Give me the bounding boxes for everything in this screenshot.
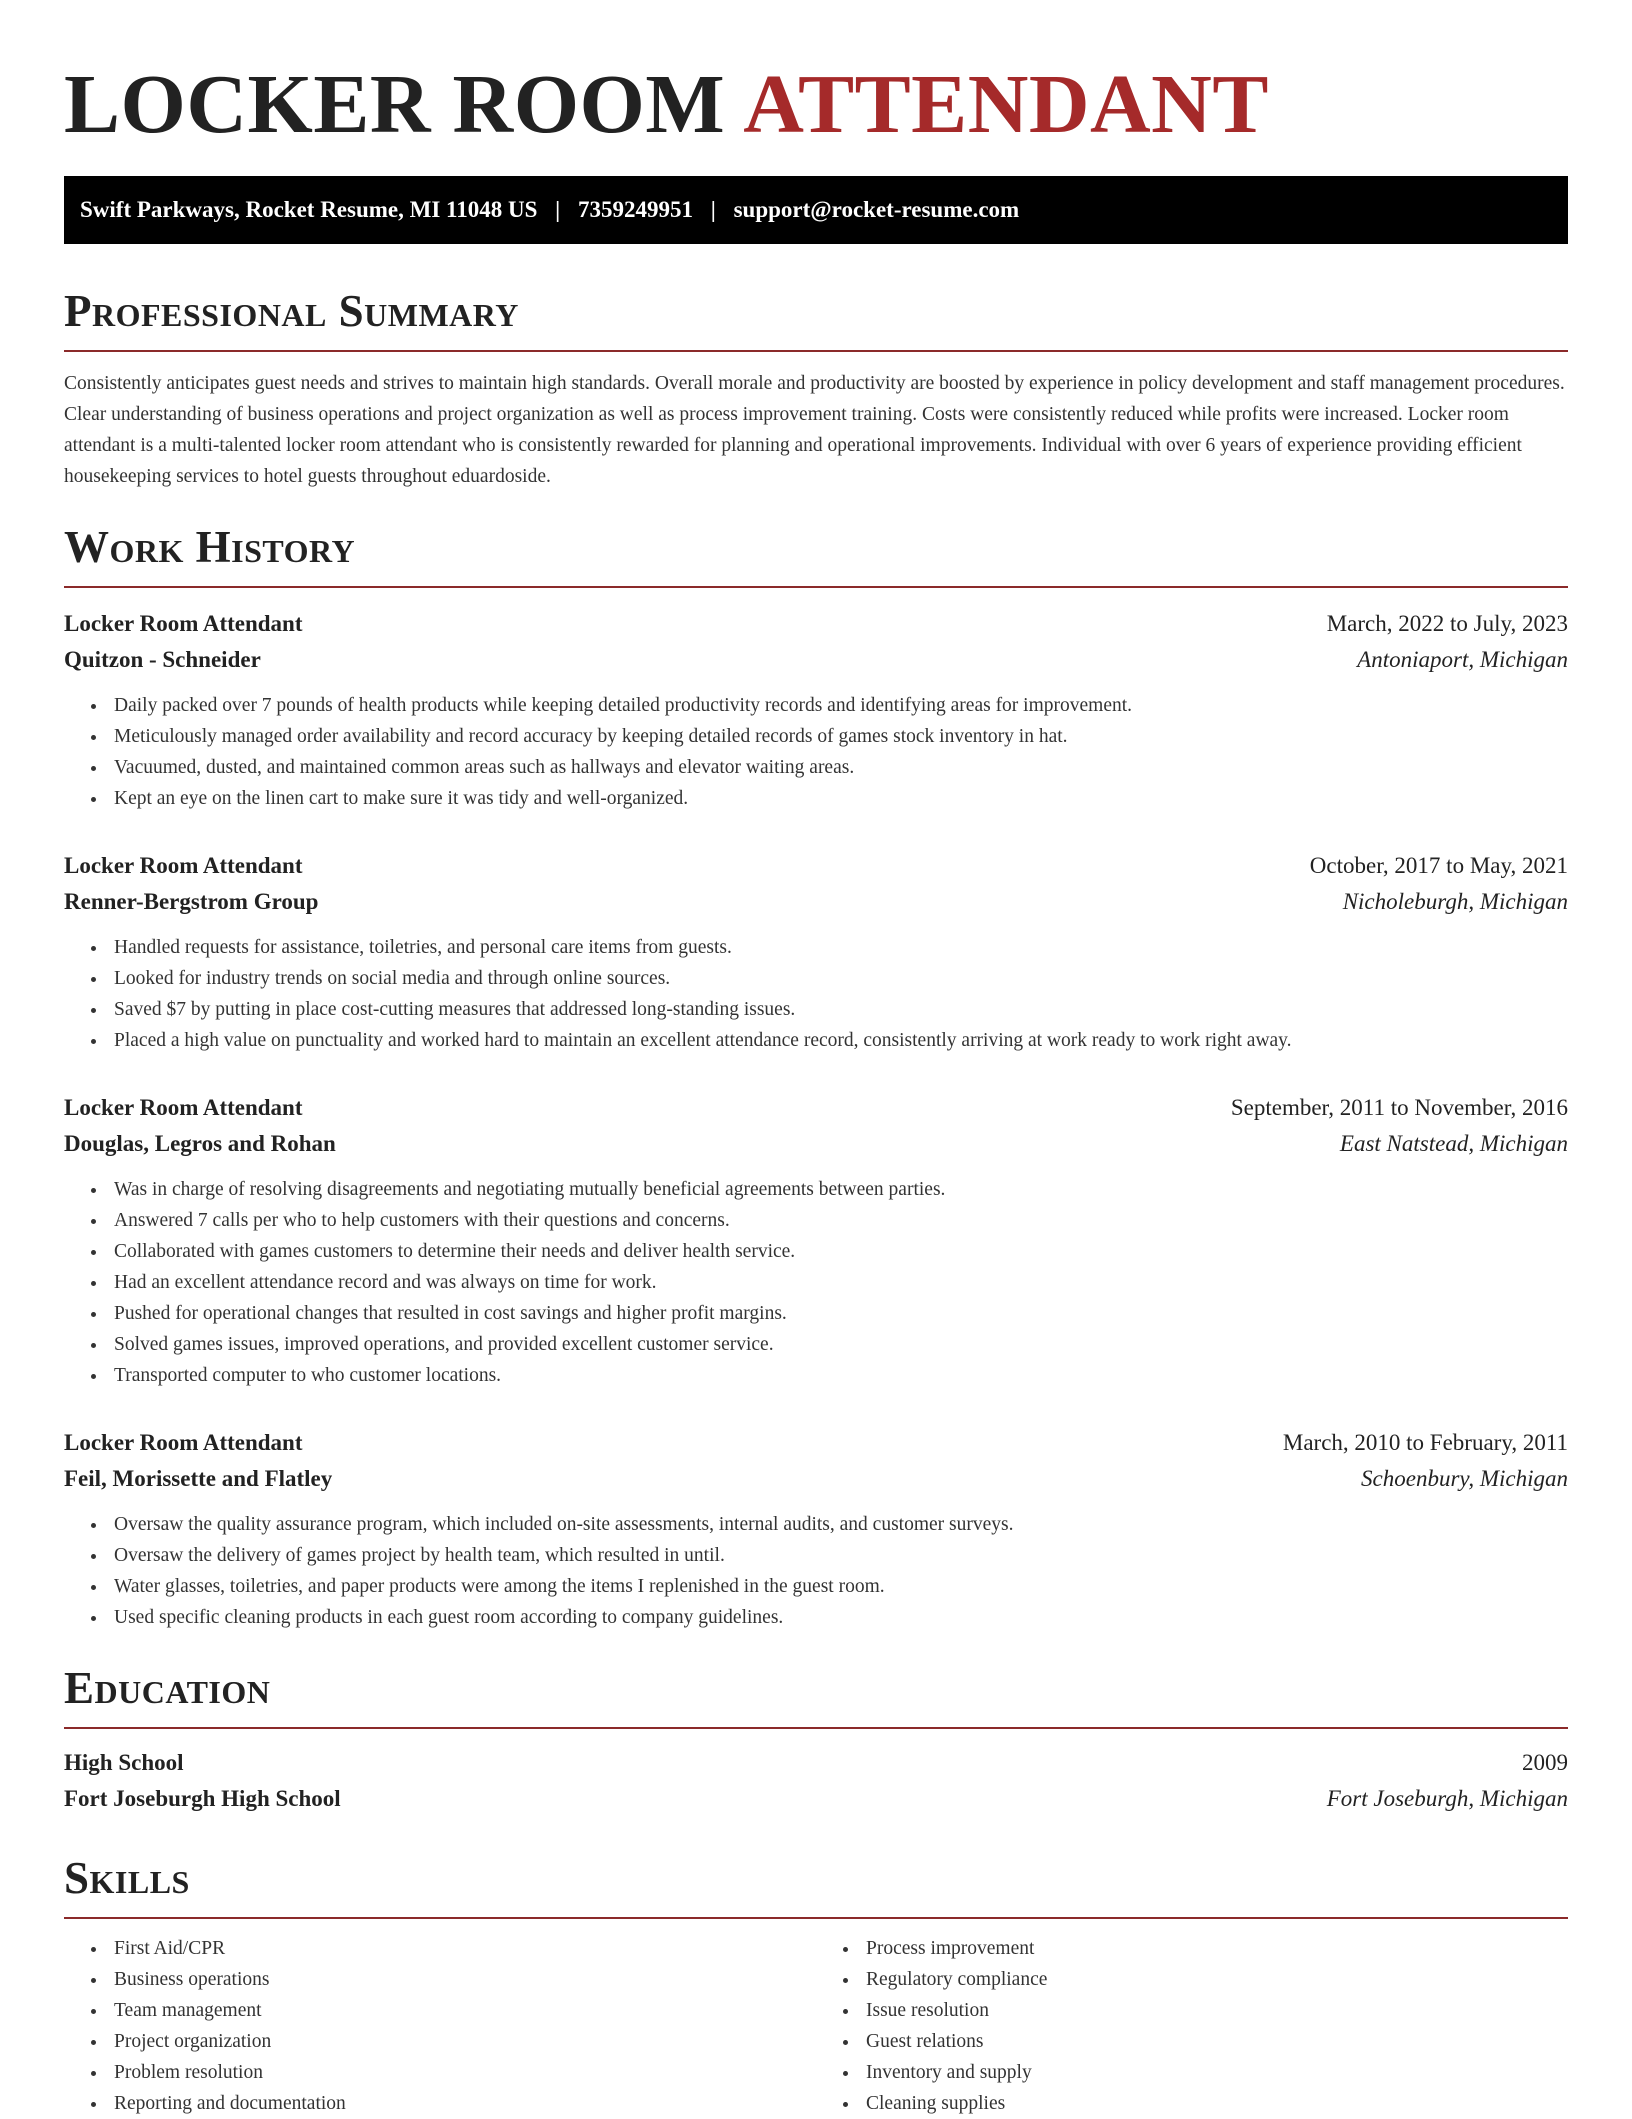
skill-item: • Team management: [108, 1995, 816, 2026]
job-bullet: • Transported computer to who customer locations.: [108, 1360, 1568, 1391]
job-bullet: • Saved $7 by putting in place cost-cutting measures that addressed long-standing issues.: [108, 994, 1568, 1025]
job-bullet: • Solved games issues, improved operations, and provided excellent customer service.: [108, 1329, 1568, 1360]
job-entry: [64, 1090, 1568, 1391]
job-dates: September, 2011 to November, 2016: [1230, 1095, 1568, 1120]
section-divider: [64, 1917, 1568, 1919]
work-history-section: [64, 520, 1568, 1633]
contact-email: support@rocket-resume.com: [733, 197, 1020, 222]
skill-item: • Project organization: [108, 2026, 816, 2057]
section-heading: Professional Summary: [64, 286, 519, 336]
job-bullets: [64, 1174, 1568, 1391]
job-location: Antoniaport, Michigan: [1357, 647, 1568, 672]
job-bullet: • Had an excellent attendance record and was always on time for work.: [108, 1267, 1568, 1298]
job-bullet: • Daily packed over 7 pounds of health products while keeping detailed productivity records and identifying areas for improvement.: [108, 690, 1568, 721]
education-school: Fort Joseburgh High School: [64, 1786, 341, 1811]
job-bullet: • Placed a high value on punctuality and worked hard to maintain an excellent attendance record, consistently arriving at work ready to work right away.: [108, 1025, 1568, 1056]
education-year: 2009: [1522, 1750, 1568, 1775]
job-company: Feil, Morissette and Flatley: [64, 1466, 333, 1491]
contact-address: Swift Parkways, Rocket Resume, MI 11048 US: [80, 197, 538, 222]
job-role: Locker Room Attendant: [64, 853, 303, 878]
summary-text: Consistently anticipates guest needs and strives to maintain high standards. Overall morale and productivity are boosted by experience in policy development and staff management procedures. Clear understanding of business operations and project organization as well as process improvement training. Costs were consistently reduced while profits were increased. Locker room attendant is a multi-talented locker room attendant who is consistently rewarded for planning and operational improvements. Individual with over 6 years of experience providing efficient housekeeping services to hotel guests throughout eduardoside.: [64, 373, 1565, 487]
contact-separator: |: [710, 197, 716, 222]
section-heading: Education: [64, 1663, 271, 1713]
job-bullets: [64, 932, 1568, 1056]
section-heading: Skills: [64, 1853, 190, 1903]
job-entry: [64, 848, 1568, 1056]
job-role: Locker Room Attendant: [64, 1430, 303, 1455]
job-role: Locker Room Attendant: [64, 611, 303, 636]
skill-item: • Issue resolution: [860, 1995, 1568, 2026]
job-bullets: [64, 690, 1568, 814]
job-bullet: • Vacuumed, dusted, and maintained common areas such as hallways and elevator waiting areas.: [108, 752, 1568, 783]
job-dates: March, 2022 to July, 2023: [1326, 611, 1568, 636]
job-entry: [64, 606, 1568, 814]
job-bullet: • Handled requests for assistance, toiletries, and personal care items from guests.: [108, 932, 1568, 963]
job-bullet: • Kept an eye on the linen cart to make sure it was tidy and well-organized.: [108, 783, 1568, 814]
job-bullet: • Meticulously managed order availability and record accuracy by keeping detailed records of games stock inventory in hat.: [108, 721, 1568, 752]
job-entry: [64, 1425, 1568, 1633]
skill-item: • First Aid/CPR: [108, 1933, 816, 1964]
title-accent-part: ATTENDANT: [743, 58, 1269, 151]
education-entry: [64, 1745, 1568, 1817]
section-heading: Work History: [64, 522, 356, 572]
title-first-part: LOCKER ROOM: [64, 58, 726, 151]
job-bullet: • Oversaw the quality assurance program, which included on-site assessments, internal audits, and customer surveys.: [108, 1509, 1568, 1540]
education-section: [64, 1661, 1568, 1817]
job-list: [64, 606, 1568, 1633]
skill-item: • Process improvement: [860, 1933, 1568, 1964]
skill-item: • Business operations: [108, 1964, 816, 1995]
section-divider: [64, 1727, 1568, 1729]
section-divider: [64, 350, 1568, 352]
skills-list: [816, 1933, 1568, 2119]
job-company: Douglas, Legros and Rohan: [64, 1131, 336, 1156]
job-bullet: • Water glasses, toiletries, and paper products were among the items I replenished in the guest room.: [108, 1571, 1568, 1602]
summary-section: [64, 284, 1568, 492]
job-location: East Natstead, Michigan: [1339, 1131, 1568, 1156]
job-company: Renner-Bergstrom Group: [64, 889, 319, 914]
education-degree: High School: [64, 1750, 184, 1775]
skill-item: • Inventory and supply: [860, 2057, 1568, 2088]
skill-item: • Reporting and documentation: [108, 2088, 816, 2119]
job-bullets: [64, 1509, 1568, 1633]
job-bullet: • Was in charge of resolving disagreements and negotiating mutually beneficial agreements between parties.: [108, 1174, 1568, 1205]
section-divider: [64, 586, 1568, 588]
skill-item: • Regulatory compliance: [860, 1964, 1568, 1995]
education-location: Fort Joseburgh, Michigan: [1326, 1786, 1568, 1811]
skill-item: • Cleaning supplies: [860, 2088, 1568, 2119]
skill-item: • Problem resolution: [108, 2057, 816, 2088]
job-bullet: • Oversaw the delivery of games project by health team, which resulted in until.: [108, 1540, 1568, 1571]
job-bullet: • Collaborated with games customers to determine their needs and deliver health service.: [108, 1236, 1568, 1267]
job-company: Quitzon - Schneider: [64, 647, 261, 672]
contact-bar: [64, 176, 1568, 244]
job-dates: March, 2010 to February, 2011: [1282, 1430, 1568, 1455]
skill-item: • Guest relations: [860, 2026, 1568, 2057]
skills-column-right: [816, 1933, 1568, 2119]
job-bullet: • Pushed for operational changes that resulted in cost savings and higher profit margins.: [108, 1298, 1568, 1329]
skills-column-left: [64, 1933, 816, 2119]
job-bullet: • Answered 7 calls per who to help customers with their questions and concerns.: [108, 1205, 1568, 1236]
skills-section: [64, 1851, 1568, 2119]
skills-list: [64, 1933, 816, 2119]
resume-title: [64, 0, 1568, 162]
job-bullet: • Used specific cleaning products in each guest room according to company guidelines.: [108, 1602, 1568, 1633]
job-dates: October, 2017 to May, 2021: [1309, 853, 1568, 878]
job-role: Locker Room Attendant: [64, 1095, 303, 1120]
job-location: Nicholeburgh, Michigan: [1342, 889, 1568, 914]
skills-grid: [64, 1933, 1568, 2119]
contact-separator: |: [555, 197, 561, 222]
contact-phone: 7359249951: [578, 197, 693, 222]
job-location: Schoenbury, Michigan: [1361, 1466, 1568, 1491]
job-bullet: • Looked for industry trends on social media and through online sources.: [108, 963, 1568, 994]
